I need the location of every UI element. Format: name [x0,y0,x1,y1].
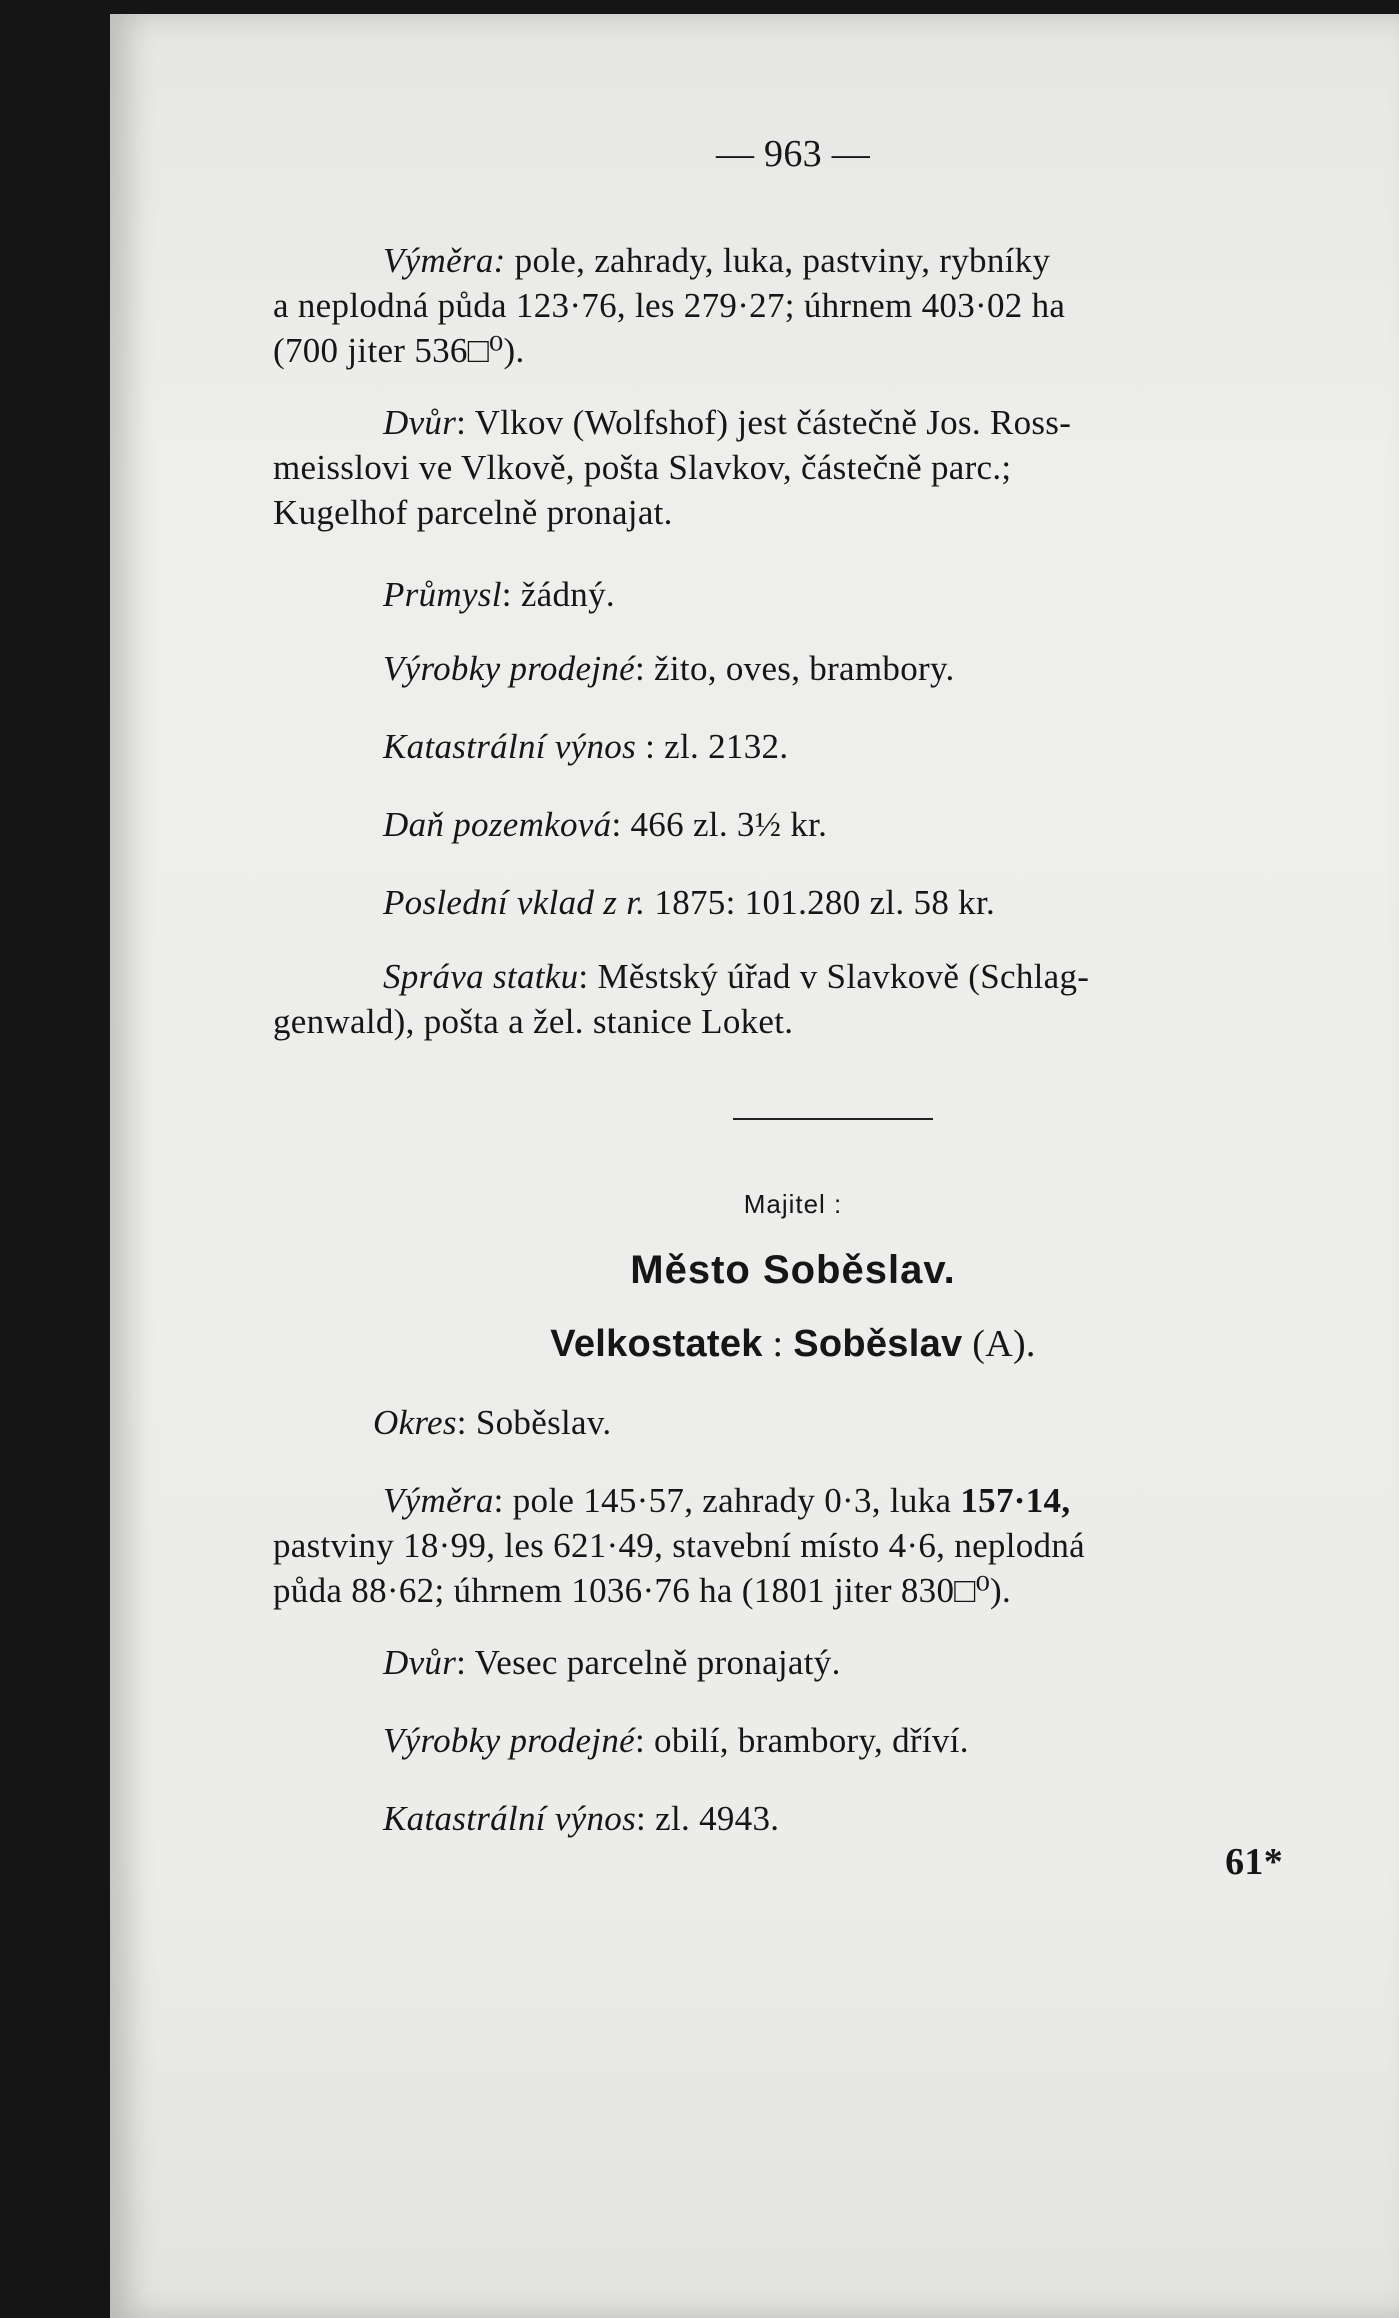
entry-dan [273,802,1303,847]
vymera-text-2: a neplodná půda 123·76, les 279·27; úhrnem 403·02 ha [273,286,1066,325]
dvur2-value: : Vesec parcelně pronajatý. [456,1643,841,1682]
sprava-text-1: : Městský úřad v Slavkově (Schlag- [578,957,1090,996]
dan-value: : 466 zl. 3½ kr. [611,805,828,844]
estate-name: Soběslav [793,1323,963,1365]
vyrobky2-value: : obilí, brambory, dříví. [634,1721,969,1760]
vymera2-luka-value: 157·14, [960,1481,1071,1520]
entry-dvur-1 [273,400,1303,535]
vyrobky-label: Výrobky prodejné [383,649,635,688]
vymera-label: Výměra: [383,241,506,280]
prumysl-value: : žádný. [501,575,615,614]
katastralni2-value: : zl. 4943. [636,1799,780,1838]
page-number: — 963 — [715,133,871,175]
estate-heading [273,1322,1313,1367]
owner-label: Majitel : [743,1189,843,1219]
book-page [110,14,1399,2318]
dvur-text-2: meisslovi ve Vlkově, pošta Slavkov, částečně parc.; [273,448,1012,487]
sprava-text-2: genwald), pošta a žel. stanice Loket. [273,1002,794,1041]
katastralni2-label: Katastrální výnos [383,1799,637,1838]
vyrobky2-label: Výrobky prodejné [383,1721,635,1760]
dvur-label: Dvůr [383,403,457,442]
vymera2-text-1: : pole 145·57, zahrady 0·3, luka [493,1481,961,1520]
vklad-label: Poslední vklad z r. [383,883,646,922]
dan-label: Daň pozemková [383,805,612,844]
entry-okres [273,1400,1303,1445]
estate-label: Velkostatek [550,1323,763,1365]
entry-vyrobky-2 [273,1718,1303,1763]
entry-vymera-2 [273,1478,1303,1613]
okres-value: : Soběslav. [456,1403,612,1442]
entry-vymera-1 [273,238,1303,373]
vymera2-text-3: půda 88·62; úhrnem 1036·76 ha (1801 jiter 830□⁰). [273,1571,1012,1610]
vklad-value: 1875: 101.280 zl. 58 kr. [645,883,996,922]
entry-dvur-2 [273,1640,1303,1685]
signature-mark: 61* [1225,1841,1283,1883]
entry-vklad [273,880,1303,925]
katastralni-label: Katastrální výnos [383,727,637,766]
section-divider [733,1118,933,1120]
vymera-text-3: (700 jiter 536□⁰). [273,331,525,370]
entry-prumysl [273,572,1303,617]
vymera2-text-2: pastviny 18·99, les 621·49, stavební místo 4·6, neplodná [273,1526,1085,1565]
dvur2-label: Dvůr [383,1643,457,1682]
katastralni-value: : zl. 2132. [636,727,789,766]
entry-vyrobky-1 [273,646,1303,691]
entry-katastralni-2 [273,1796,1303,1841]
estate-suffix: (A). [962,1323,1036,1365]
okres-label: Okres [373,1403,457,1442]
owner-name: Město Soběslav. [630,1248,956,1292]
dvur-text-3: Kugelhof parcelně pronajat. [273,493,673,532]
vymera2-label: Výměra [383,1481,494,1520]
sprava-label: Správa statku [383,957,579,996]
prumysl-label: Průmysl [383,575,502,614]
entry-sprava [273,954,1303,1044]
dvur-text-1: : Vlkov (Wolfshof) jest částečně Jos. Ross- [456,403,1072,442]
entry-katastralni-1 [273,724,1303,769]
vymera-text-1: pole, zahrady, luka, pastviny, rybníky [505,241,1051,280]
estate-separator: : [762,1323,794,1365]
vyrobky-value: : žito, oves, brambory. [634,649,955,688]
